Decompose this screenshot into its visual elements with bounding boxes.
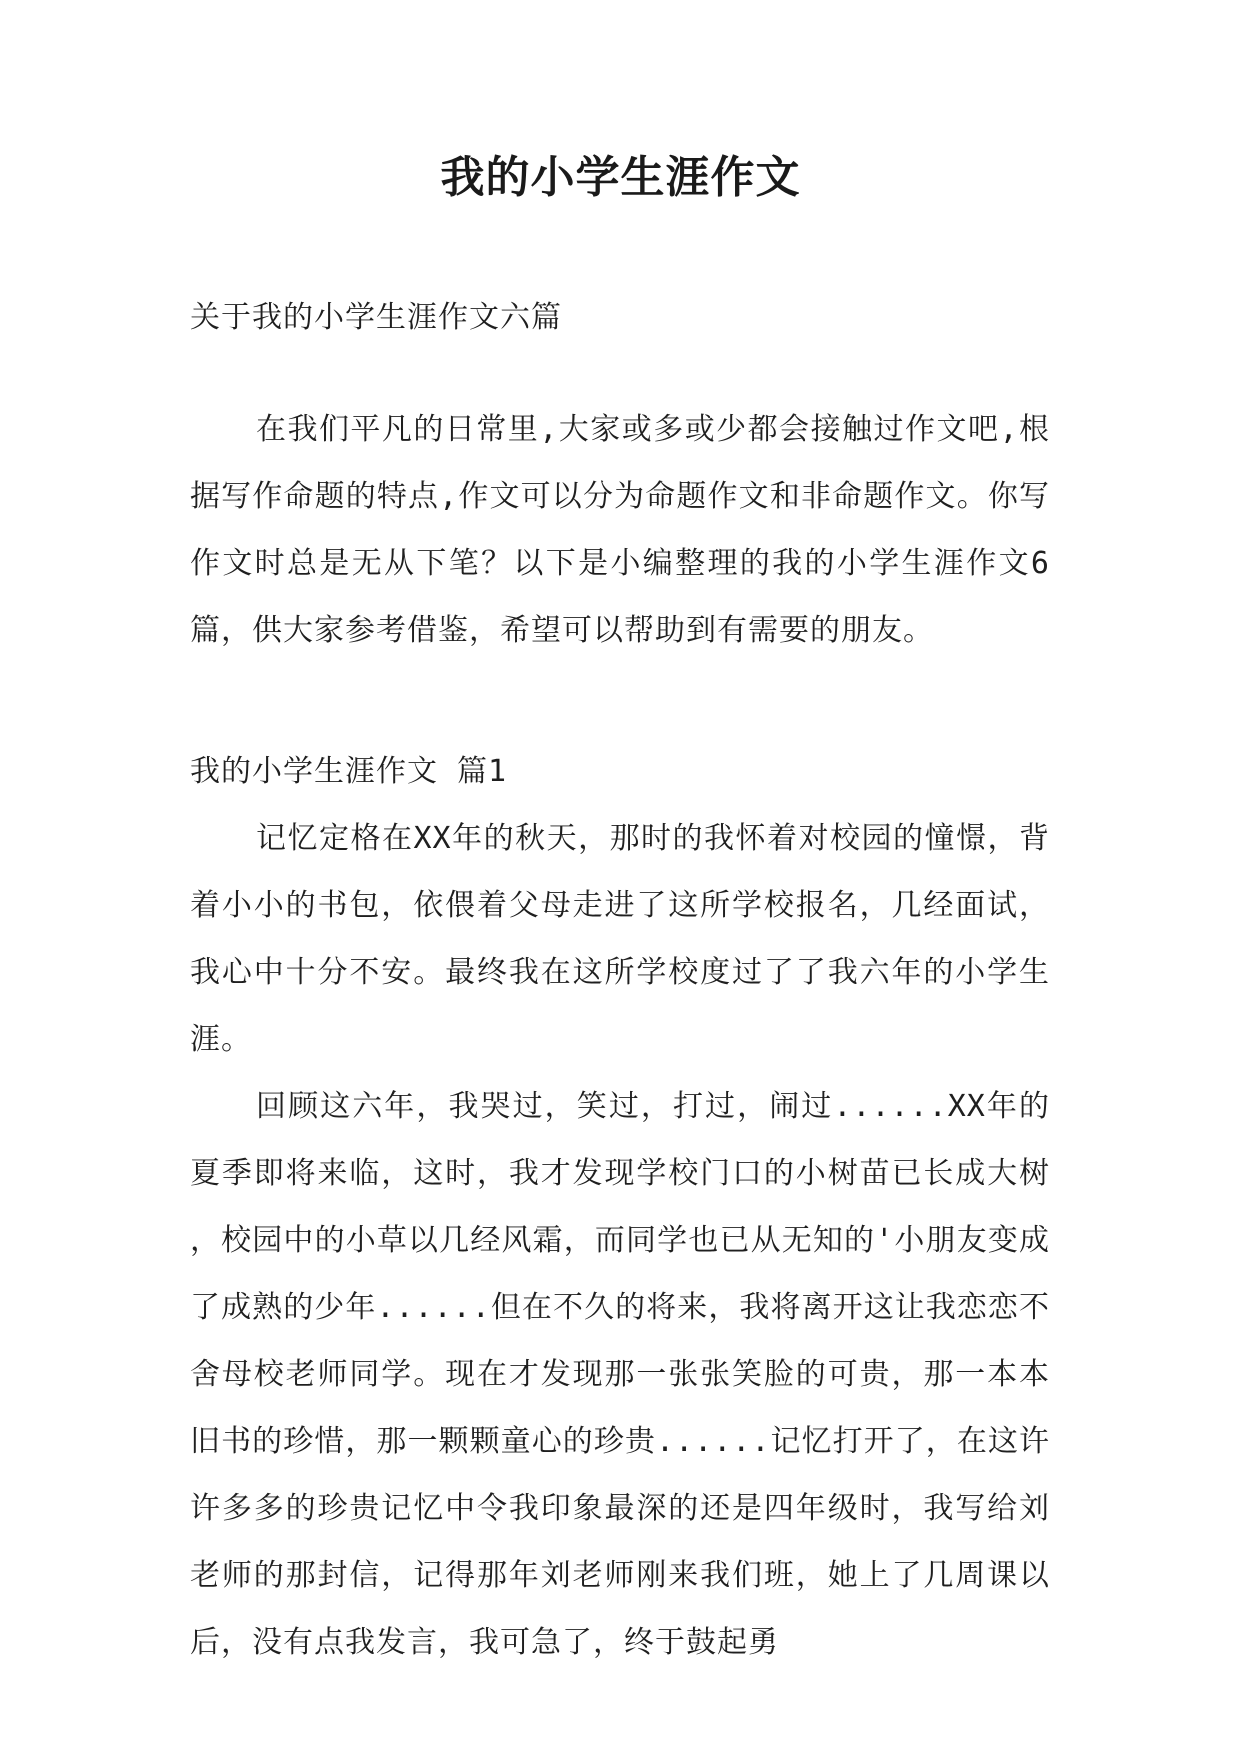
essay-paragraph: 回顾这六年，我哭过，笑过，打过，闹过......XX年的夏季即将来临，这时，我才发现学校门口的小树苗已长成大树 ，校园中的小草以几经风霜，而同学也已从无知的'小朋友变成了成熟的少年......但在不久的将来，我将离开这让我恋恋不舍母校老师同学。现在才发现那一张张笑脸的可贵，那一本本旧书的珍惜，那一颗颗童心的珍贵......记忆打开了，在这许许多多的珍贵记忆中令我印象最深的还是四年级时，我写给刘老师的那封信，记得那年刘老师刚来我们班，她上了几周课以后，没有点我发言，我可急了，终于鼓起勇: [190, 1089, 1050, 1660]
section-heading: 我的小学生涯作文 篇1: [190, 754, 508, 789]
subtitle-text: 关于我的小学生涯作文六篇: [190, 300, 562, 335]
document-subtitle: [190, 284, 1050, 351]
essay-paragraph: 记忆定格在XX年的秋天，那时的我怀着对校园的憧憬，背着小小的书包，依偎着父母走进了这所学校报名，几经面试，我心中十分不安。最终我在这所学校度过了了我六年的小学生涯。: [190, 821, 1050, 1057]
document-title: 我的小学生涯作文: [440, 152, 801, 203]
intro-paragraph: 在我们平凡的日常里,大家或多或少都会接触过作文吧,根据写作命题的特点,作文可以分为命题作文和非命题作文。你写作文时总是无从下笔？以下是小编整理的我的小学生涯作文6篇，供大家参考借鉴，希望可以帮助到有需要的朋友。: [190, 412, 1050, 648]
essay-section: [190, 738, 1050, 1676]
intro-block: [190, 396, 1050, 664]
